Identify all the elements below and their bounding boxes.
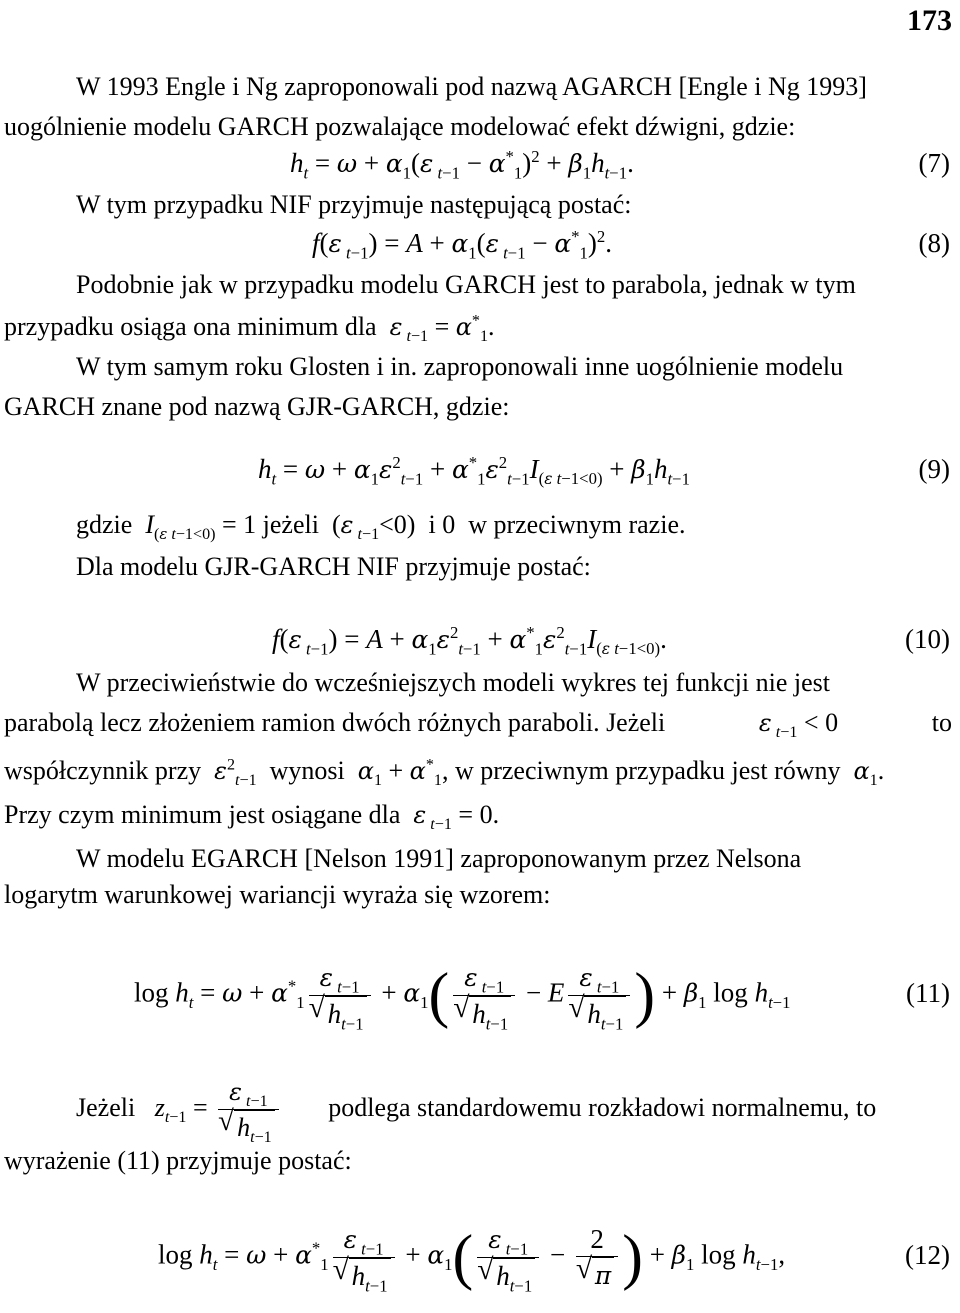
text: wynosi <box>269 756 345 785</box>
equation-12: $\log h_t = \omega + \alpha^*_1$ ε $_{t-1}$ √ $h_{t-1}$ + $\alpha_1$( ε $_{t-1}$ √ $h_{t-1}$ − 2 √ π ) + $\beta_1$ $\log h_{t-1}$, (12) <box>0 1222 960 1302</box>
equation-number: (9) <box>918 454 950 484</box>
page-number: 173 <box>907 4 952 37</box>
p5: Dla modelu GJR-GARCH NIF przyjmuje postać: <box>76 552 591 581</box>
p8-line2: wyrażenie (11) przyjmuje postać: <box>4 1146 352 1175</box>
p7-line2: logarytm warunkowej wariancji wyraża się wzorem: <box>4 880 551 909</box>
p7-line1 <box>0 844 960 874</box>
p6-line3: współczynnik przy $\varepsilon^2_{t-1}$ wynosi $\alpha_1 + \alpha^*_1$, w przeciwnym przypadku jest równy $\alpha_1$. <box>4 756 885 790</box>
text: Przy czym minimum jest osiągane dla <box>4 800 401 829</box>
text: to <box>931 708 952 737</box>
equation-number: (10) <box>905 624 950 654</box>
p6-line4: Przy czym minimum jest osiągane dla ε $_{t-1}$ = 0. <box>4 800 500 834</box>
text: przypadku osiąga ona minimum dla <box>4 312 377 341</box>
text: podlega standardowemu rozkładowi normalnemu, to <box>328 1093 877 1122</box>
text: W 1993 Engle i Ng zaproponowali pod nazwą AGARCH [Engle i Ng 1993] <box>76 72 867 101</box>
text: parabolą lecz złożeniem ramion dwóch różnych paraboli. Jeżeli <box>4 708 666 737</box>
p4-line1: W tym samym roku Glosten i in. zaproponowali inne uogólnienie modelu <box>76 352 844 381</box>
text: i <box>428 510 436 539</box>
text: , w przeciwnym przypadku jest równy <box>441 756 841 785</box>
p2: W tym przypadku NIF przyjmuje następującą postać: <box>76 190 632 219</box>
equation-number: (12) <box>905 1240 950 1270</box>
p1-line1 <box>0 72 960 102</box>
text: W przeciwieństwie do wcześniejszych modeli wykres tej funkcji nie jest <box>76 668 830 697</box>
p3-line1: Podobnie jak w przypadku modelu GARCH jest to parabola, jednak w tym <box>76 270 856 299</box>
p1-line2: uogólnienie modelu GARCH pozwalające modelować efekt dźwigni, gdzie: <box>4 112 796 141</box>
p8-line1: Jeżeli $z_{t-1}$ = ε $_{t-1}$ √ $h_{t-1}$ podlega standardowemu rozkładowi normalnemu, to <box>0 1068 960 1148</box>
text: w przeciwnym razie. <box>468 510 686 539</box>
p4-line2: GARCH znane pod nazwą GJR-GARCH, gdzie: <box>4 392 510 421</box>
text: Jeżeli <box>76 1093 136 1122</box>
text: współczynnik przy <box>4 756 202 785</box>
text: W modelu EGARCH [Nelson 1991] zaproponowanym przez Nelsona <box>76 844 802 873</box>
equation-11: $\log h_t = \omega + \alpha^*_1$ ε $_{t-1}$ √ $h_{t-1}$ + $\alpha_1$( ε $_{t-1}$ √ $h_{t-1}$ − E ε $_{t-1}$ √ $h_{t-1}$ ) + $\beta_1$ $\log h_{t-1}$ (11) <box>0 960 960 1040</box>
text: gdzie <box>76 510 133 539</box>
gdzie-line: gdzie $I_{(\varepsilon t-1<0)} = 1$ jeżeli (ε $_{t-1}$<0) i 0 w przeciwnym razie. <box>76 510 686 544</box>
text: jeżeli <box>262 510 319 539</box>
p3-line2: przypadku osiąga ona minimum dla ε $_{t-1} = \alpha^*_1$. <box>4 312 495 346</box>
equation-number: (8) <box>918 228 950 258</box>
equation-number: (11) <box>906 978 950 1008</box>
p6-line2: parabolą lecz złożeniem ramion dwóch różnych paraboli. Jeżeli ε $_{t-1}$ < 0 to <box>4 708 952 742</box>
p6-line1 <box>0 668 960 698</box>
equation-number: (7) <box>918 148 950 178</box>
